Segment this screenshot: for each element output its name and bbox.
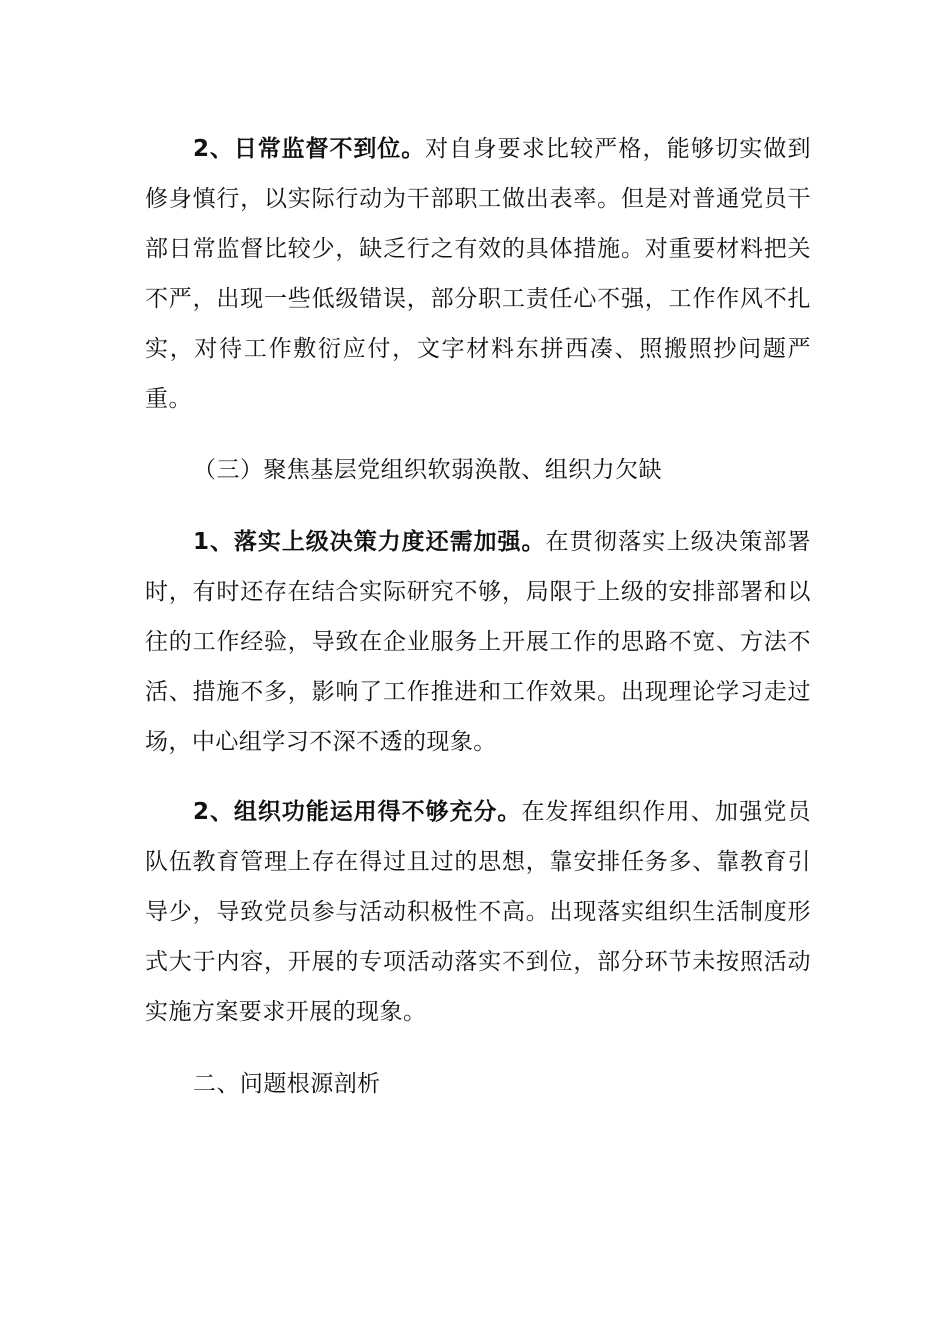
- paragraph-lead-bold: 2、组织功能运用得不够充分。: [193, 799, 522, 825]
- paragraph-implement-decisions: [145, 517, 811, 767]
- paragraph-daily-supervision: [145, 124, 811, 424]
- section-heading-three: （三）聚焦基层党组织软弱涣散、组织力欠缺: [193, 457, 662, 483]
- paragraph-body: 对自身要求比较严格，能够切实做到修身慎行，以实际行动为干部职工做出表率。但是对普通党员干部日常监督比较少，缺乏行之有效的具体措施。对重要材料把关不严，出现一些低级错误，部分职工责任心不强，工作作风不扎实，对待工作敷衍应付，文字材料东拼西凑、照搬照抄问题严重。: [145, 136, 811, 412]
- paragraph-organization-function: [145, 787, 811, 1037]
- paragraph-lead-bold: 1、落实上级决策力度还需加强。: [193, 529, 546, 555]
- paragraph-body: 在发挥组织作用、加强党员队伍教育管理上存在得过且过的思想，靠安排任务多、靠教育引导少，导致党员参与活动积极性不高。出现落实组织生活制度形式大于内容，开展的专项活动落实不到位，部分环节未按照活动实施方案要求开展的现象。: [145, 799, 811, 1025]
- paragraph-lead-bold: 2、日常监督不到位。: [193, 136, 426, 162]
- paragraph-body: 在贯彻落实上级决策部署时，有时还存在结合实际研究不够，局限于上级的安排部署和以往的工作经验，导致在企业服务上开展工作的思路不宽、方法不活、措施不多，影响了工作推进和工作效果。出现理论学习走过场，中心组学习不深不透的现象。: [145, 529, 812, 755]
- section-heading-two: 二、问题根源剖析: [193, 1071, 381, 1097]
